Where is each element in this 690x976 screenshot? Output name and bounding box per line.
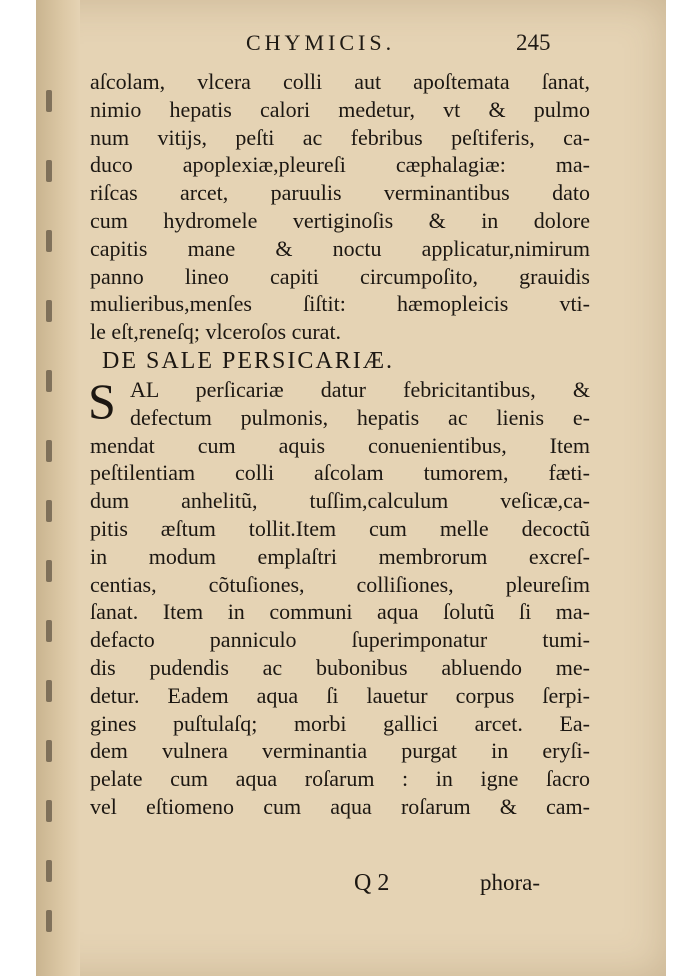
text-line: centias, cõtuſiones, colliſiones, pleureſim: [90, 571, 590, 597]
text-line: aſcolam, vlcera colli aut apoſtemata ſanat,: [90, 69, 590, 94]
running-head: CHYMICIS.: [246, 30, 396, 55]
show-through-marks: [46, 0, 74, 976]
text-block: [90, 68, 590, 821]
text-line: num vitijs, peſti ac febribus peſtiferis, ca-: [90, 124, 590, 150]
text-line: mulieribus,menſes ſiſtit: hæmopleicis vti-: [90, 291, 590, 317]
text-line: detur. Eadem aqua ſi lauetur corpus ſerpi-: [90, 682, 590, 708]
text-line: dem vulnera verminantia purgat in eryſi-: [90, 738, 590, 764]
book-page: [36, 0, 666, 976]
text-line: cum hydromele vertiginoſis & in dolore: [90, 207, 590, 233]
text-line: pelate cum aqua roſarum : in igne ſacro: [90, 766, 590, 792]
drop-initial: S: [88, 372, 116, 429]
section-heading: DE SALE PERSICARIÆ.: [102, 347, 395, 374]
text-line: mendat cum aquis conuenientibus, Item: [90, 432, 590, 458]
text-line: panno lineo capiti circumpoſito, grauidis: [90, 263, 590, 289]
text-line: duco apoplexiæ,pleureſi cæphalagiæ: ma-: [90, 152, 590, 178]
text-line: le eſt,reneſq; vlceroſos curat.: [90, 319, 342, 345]
signature-mark: Q 2: [354, 870, 390, 896]
page-header: [36, 30, 666, 64]
catchword: phora-: [480, 870, 541, 895]
text-line: dis pudendis ac bubonibus abluendo me-: [90, 654, 590, 680]
text-line: peſtilentiam colli aſcolam tumorem, fæti-: [90, 460, 590, 486]
text-line: vel eſtiomeno cum aqua roſarum & cam-: [90, 793, 590, 819]
paragraph: [88, 372, 590, 821]
text-line: dum anhelitũ, tuſſim,calculum veſicæ,ca-: [90, 488, 590, 514]
page-footer: [36, 870, 666, 910]
text-line: nimio hepatis calori medetur, vt & pulmo: [90, 96, 590, 122]
text-line: gines puſtulaſq; morbi gallici arcet. Ea-: [90, 710, 590, 736]
text-line: ſanat. Item in communi aqua ſolutũ ſi ma-: [90, 599, 590, 625]
text-line: capitis mane & noctu applicatur,nimirum: [90, 235, 590, 261]
text-line: pitis æſtum tollit.Item cum melle decoctũ: [90, 515, 590, 541]
page-number: 245: [516, 30, 551, 55]
text-line: AL perſicariæ datur febricitantibus, &: [130, 376, 590, 402]
text-line: in modum emplaſtri membrorum excreſ-: [90, 543, 590, 569]
text-line: defectum pulmonis, hepatis ac lienis e-: [130, 404, 590, 430]
text-line: riſcas arcet, paruulis verminantibus dato: [90, 180, 590, 206]
text-line: defacto panniculo ſuperimponatur tumi-: [90, 627, 590, 653]
